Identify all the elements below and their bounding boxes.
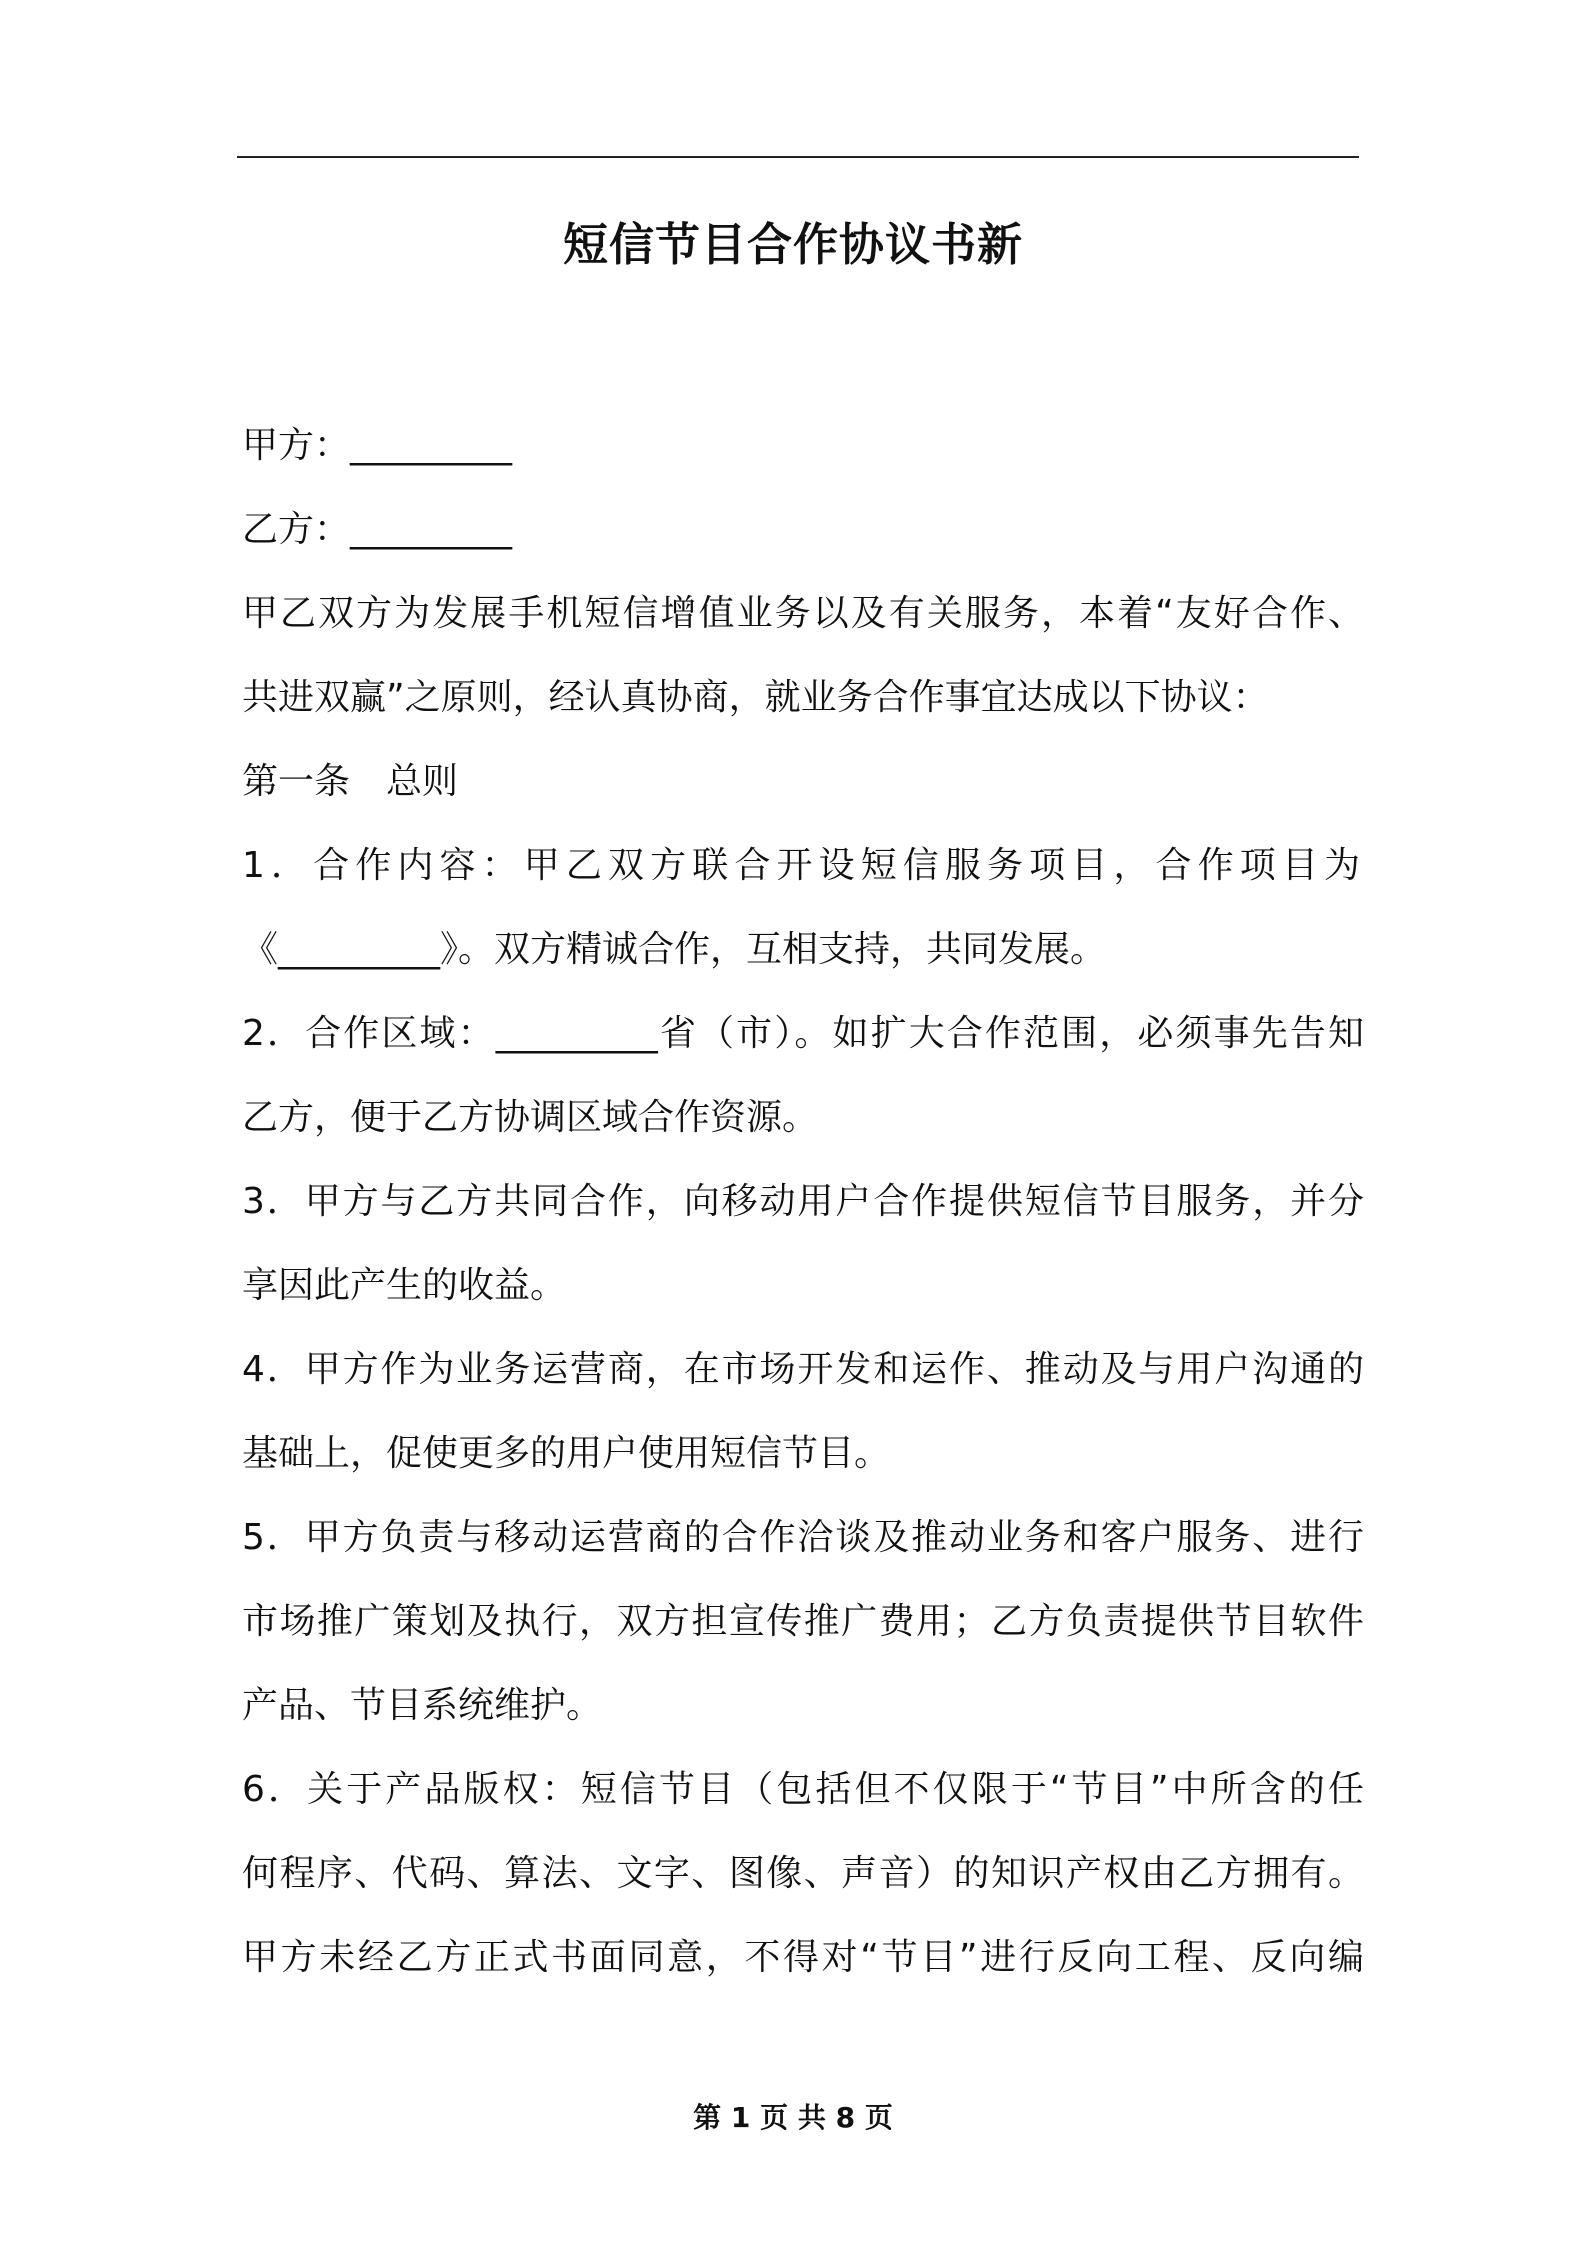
document-body [242, 404, 1364, 2000]
page-number-footer: 第 1 页 共 8 页 [693, 2101, 893, 2134]
clause-line: 市场推广策划及执行，双方担宣传推广费用；乙方负责提供节目软件 [242, 1601, 1364, 1642]
clause-line: 6．关于产品版权：短信节目（包括但不仅限于“节目”中所含的任 [242, 1769, 1364, 1810]
clause-line: 何程序、代码、算法、文字、图像、声音）的知识产权由乙方拥有。 [242, 1853, 1364, 1894]
clause-line: 2．合作区域：_________省（市）。如扩大合作范围，必须事先告知 [242, 1013, 1364, 1054]
clause-line: 享因此产生的收益。 [242, 1265, 567, 1306]
clause-line: 基础上，促使更多的用户使用短信节目。 [242, 1433, 891, 1474]
clause-line: 1．合作内容：甲乙双方联合开设短信服务项目，合作项目为 [242, 845, 1364, 886]
clause-line: 《_________》。双方精诚合作，互相支持，共同发展。 [242, 929, 1107, 970]
party-a-line: 甲方：_________ [242, 425, 513, 466]
clause-line: 产品、节目系统维护。 [242, 1685, 603, 1726]
clause-line: 3．甲方与乙方共同合作，向移动用户合作提供短信节目服务，并分 [242, 1181, 1364, 1222]
preamble-line: 共进双赢”之原则，经认真协商，就业务合作事宜达成以下协议： [242, 677, 1269, 718]
clause-line: 5．甲方负责与移动运营商的合作洽谈及推动业务和客户服务、进行 [242, 1517, 1364, 1558]
clause-line: 4．甲方作为业务运营商，在市场开发和运作、推动及与用户沟通的 [242, 1349, 1364, 1390]
document-title: 短信节目合作协议书新 [562, 218, 1023, 271]
clause-line: 乙方，便于乙方协调区域合作资源。 [242, 1097, 819, 1138]
preamble-line: 甲乙双方为发展手机短信增值业务以及有关服务，本着“友好合作、 [242, 593, 1364, 634]
party-b-line: 乙方：_________ [242, 509, 513, 550]
clause-line: 甲方未经乙方正式书面同意，不得对“节目”进行反向工程、反向编 [242, 1937, 1364, 1978]
article-heading: 第一条 总则 [242, 761, 459, 802]
header-rule [237, 156, 1359, 158]
